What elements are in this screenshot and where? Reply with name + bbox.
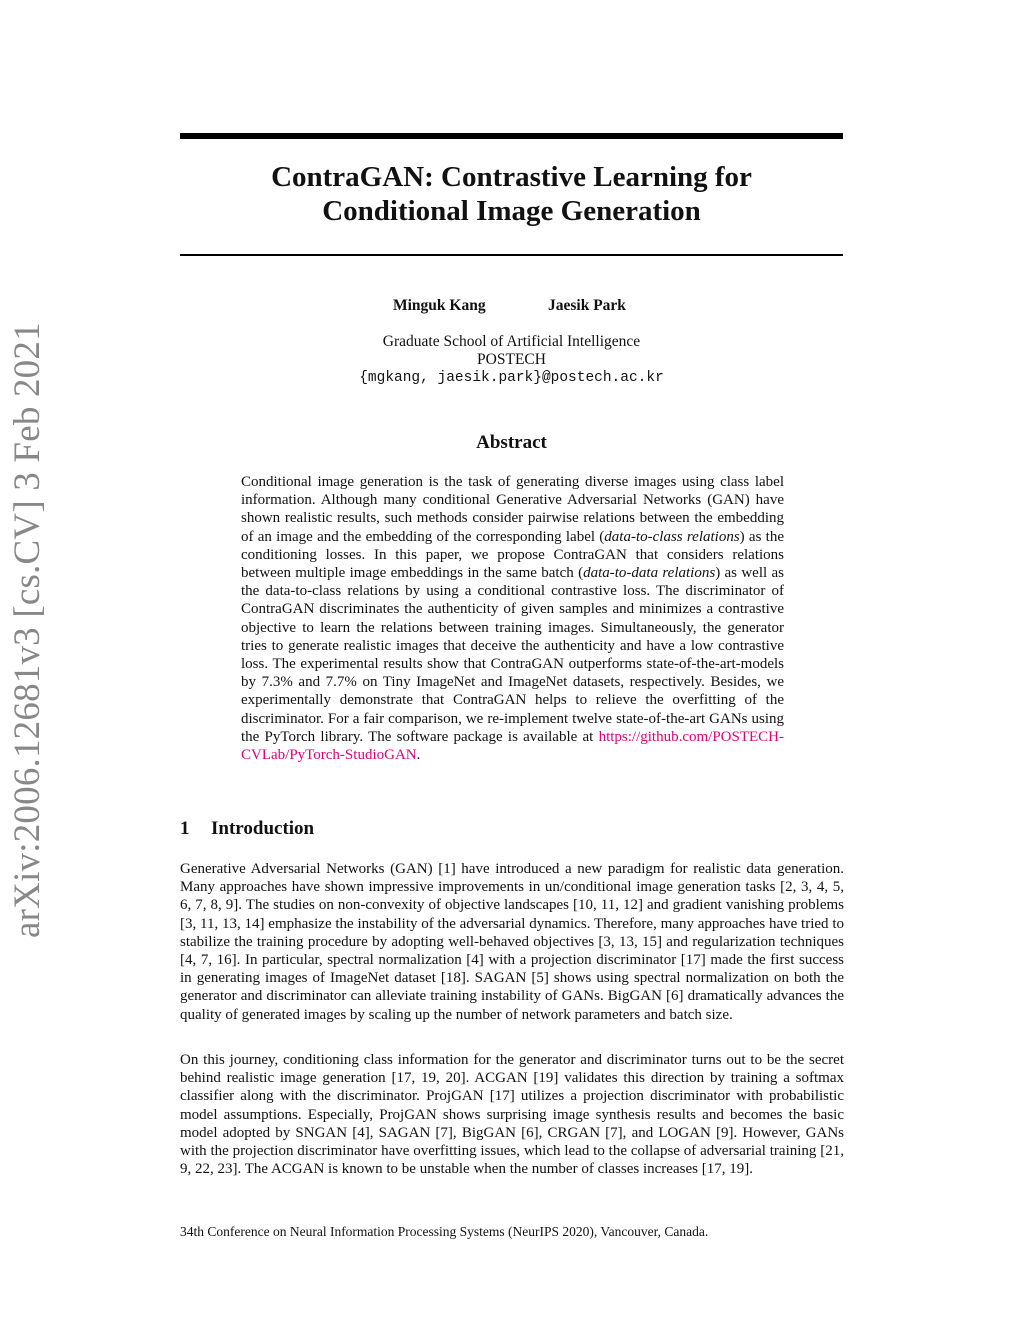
- conference-footnote: 34th Conference on Neural Information Processing Systems (NeurIPS 2020), Vancouver, Canada.: [180, 1224, 709, 1239]
- title-bottom-rule: [180, 254, 843, 256]
- abstract-heading: Abstract: [476, 432, 547, 453]
- abstract-text-part: ) as the conditioning losses. In this paper, we propose ContraGAN that considers relations between multiple image embeddings in the same batch (: [241, 528, 785, 582]
- abstract-emphasis: data-to-data relations: [583, 565, 716, 582]
- paper-title-line-1: ContraGAN: Contrastive Learning for: [271, 161, 752, 193]
- author-emails: {mgkang, jaesik.park}@postech.ac.kr: [359, 370, 664, 386]
- abstract-text-part: ) as well as the data-to-class relations by using a conditional contrastive loss. The discriminator of ContraGAN discriminates the authenticity of given samples and minimizes a contrastive objective to learn the relations between training images. Simultaneously, the generator tries to generate realistic images that deceive the authenticity and have a low contrastive loss. The experimental results show that ContraGAN outperforms state-of-the-art-models by 7.3% and 7.7% on Tiny ImageNet and ImageNet datasets, respectively. Besides, we experimentally demonstrate that ContraGAN helps to relieve the overfitting of the discriminator. For a fair comparison, we re-implement twelve state-of-the-art GANs using the PyTorch library. The software package is available at: [241, 565, 784, 745]
- arxiv-identifier-stamp: arXiv:2006.12681v3 [cs.CV] 3 Feb 2021: [7, 322, 48, 938]
- abstract-text-part: .: [416, 747, 421, 764]
- paper-title: [180, 160, 843, 228]
- affiliation-block: [180, 333, 843, 387]
- author-list: [180, 297, 843, 319]
- affiliation-school: Graduate School of Artificial Intelligence: [382, 333, 641, 350]
- section-title: Introduction: [211, 818, 315, 839]
- abstract-emphasis: data-to-class relations: [604, 528, 740, 545]
- author-name: Jaesik Park: [548, 297, 626, 314]
- abstract-text-part: Conditional image generation is the task of generating diverse images using class label information. Although many conditional Generative Adversarial Networks (GAN) have shown realistic results, such methods consider pairwise relations between the embedding of an image and the embedding of the corresponding label (: [241, 474, 784, 545]
- author-name: Minguk Kang: [393, 297, 486, 314]
- introduction-paragraph-1: Generative Adversarial Networks (GAN) [1] have introduced a new paradigm for realistic data generation. Many approaches have shown impressive improvements in un/conditional image generation tasks [2, 3, 4, 5, 6, 7, 8, 9]. The studies on non-convexity of objective landscapes [10, 11, 12] and gradient vanishing problems [3, 11, 13, 14] emphasize the instability of the adversarial dynamics. Therefore, many approaches have tried to stabilize the training procedure by adopting well-behaved objectives [3, 13, 15] and regularization techniques [4, 7, 16]. In particular, spectral normalization [4] with a projection discriminator [17] made the first success in generating images of ImageNet dataset [18]. SAGAN [5] shows using spectral normalization on both the generator and discriminator can alleviate training instability of GANs. BigGAN [6] dramatically advances the quality of generated images by scaling up the number of network parameters and batch size.: [180, 861, 844, 1023]
- section-number: 1: [180, 818, 190, 839]
- abstract-text: [241, 473, 784, 764]
- code-repository-link[interactable]: https://github.com/POSTECH-CVLab/PyTorch-StudioGAN: [241, 728, 784, 764]
- paper-title-line-2: Conditional Image Generation: [322, 195, 701, 227]
- section-heading-introduction: [180, 818, 843, 840]
- title-top-rule: [180, 133, 843, 139]
- introduction-paragraph-2: On this journey, conditioning class information for the generator and discriminator turns out to be the secret behind realistic image generation [17, 19, 20]. ACGAN [19] validates this direction by training a softmax classifier along with the discriminator. ProjGAN [17] utilizes a projection discriminator with probabilistic model assumptions. Especially, ProjGAN shows surprising image synthesis results and becomes the basic model adopted by SNGAN [4], SAGAN [7], BigGAN [6], CRGAN [7], and LOGAN [9]. However, GANs with the projection discriminator have overfitting issues, which lead to the collapse of adversarial training [21, 9, 22, 23]. The ACGAN is known to be unstable when the number of classes increases [17, 19].: [180, 1052, 844, 1178]
- affiliation-institution: POSTECH: [477, 351, 546, 368]
